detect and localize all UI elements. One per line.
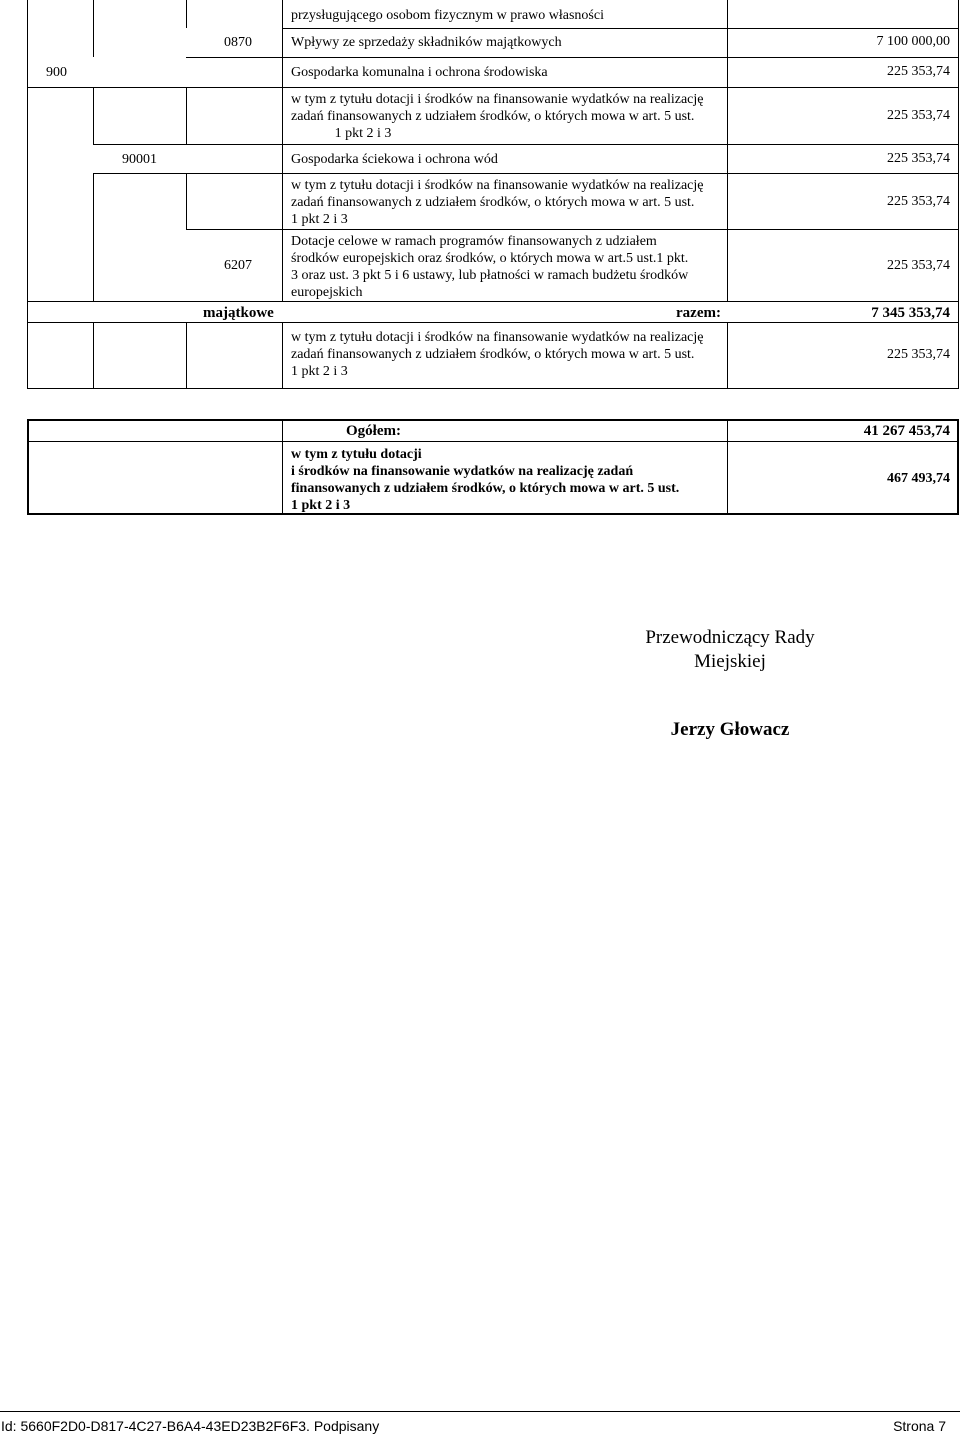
grand-total-label: Ogółem: <box>346 423 401 439</box>
row-text-line: Dotacje celowe w ramach programów finansowanych z udziałem <box>291 234 657 249</box>
row-text: przysługującego osobom fizycznym w prawo własności <box>291 8 604 23</box>
row-text-line: zadań finansowanych z udziałem środków, o których mowa w art. 5 ust. <box>291 195 695 210</box>
row-amount: 225 353,74 <box>887 108 950 123</box>
row-text: Wpływy ze sprzedaży składników majątkowych <box>291 35 562 50</box>
row-text-line: 1 pkt 2 i 3 <box>291 364 348 379</box>
document-id: Id: 5660F2D0-D817-4C27-B6A4-43ED23B2F6F3. Podpisany <box>1 1418 380 1434</box>
section-total-label: majątkowe <box>203 305 274 321</box>
row-text-line: zadań finansowanych z udziałem środków, o których mowa w art. 5 ust. <box>291 347 695 362</box>
row-text: Gospodarka komunalna i ochrona środowiska <box>291 65 548 80</box>
chapter-code: 90001 <box>122 152 157 167</box>
subsidy-text-line: w tym z tytułu dotacji <box>291 447 422 462</box>
subsidy-text-line: i środków na finansowanie wydatków na realizację zadań <box>291 464 634 479</box>
subsidy-text-line: finansowanych z udziałem środków, o których mowa w art. 5 ust. <box>291 481 680 496</box>
paragraph-code: 0870 <box>224 35 252 50</box>
row-text-line: w tym z tytułu dotacji i środków na finansowanie wydatków na realizację <box>291 92 704 107</box>
grand-total-amount: 41 267 453,74 <box>863 423 950 439</box>
row-text-line: środków europejskich oraz środków, o których mowa w art.5 ust.1 pkt. <box>291 251 689 266</box>
row-text-line: europejskich <box>291 285 363 300</box>
page-number: Strona 7 <box>893 1418 946 1434</box>
section-total-amount: 7 345 353,74 <box>871 305 950 321</box>
signer-role: Przewodniczący Rady <box>645 627 815 648</box>
row-text-line: 1 pkt 2 i 3 <box>334 126 392 141</box>
row-text-line: zadań finansowanych z udziałem środków, o których mowa w art. 5 ust. <box>291 109 695 124</box>
row-text-line: w tym z tytułu dotacji i środków na finansowanie wydatków na realizację <box>291 330 704 345</box>
row-amount: 225 353,74 <box>887 151 950 166</box>
subsidy-amount: 467 493,74 <box>887 471 950 486</box>
row-amount: 7 100 000,00 <box>876 34 950 49</box>
row-text-line: w tym z tytułu dotacji i środków na finansowanie wydatków na realizację <box>291 178 704 193</box>
row-amount: 225 353,74 <box>887 64 950 79</box>
section-code: 900 <box>46 65 67 80</box>
row-amount: 225 353,74 <box>887 258 950 273</box>
row-amount: 225 353,74 <box>887 194 950 209</box>
row-text-line: 3 oraz ust. 3 pkt 5 i 6 ustawy, lub płatności w ramach budżetu środków <box>291 268 689 283</box>
signer-role-cont: Miejskiej <box>694 651 766 672</box>
subsidy-text-line: 1 pkt 2 i 3 <box>291 498 351 513</box>
row-text-line: 1 pkt 2 i 3 <box>291 212 348 227</box>
razem-label: razem: <box>676 305 721 321</box>
signer-name: Jerzy Głowacz <box>670 719 790 740</box>
paragraph-code: 6207 <box>224 258 252 273</box>
row-text: Gospodarka ściekowa i ochrona wód <box>291 152 498 167</box>
row-amount: 225 353,74 <box>887 347 950 362</box>
